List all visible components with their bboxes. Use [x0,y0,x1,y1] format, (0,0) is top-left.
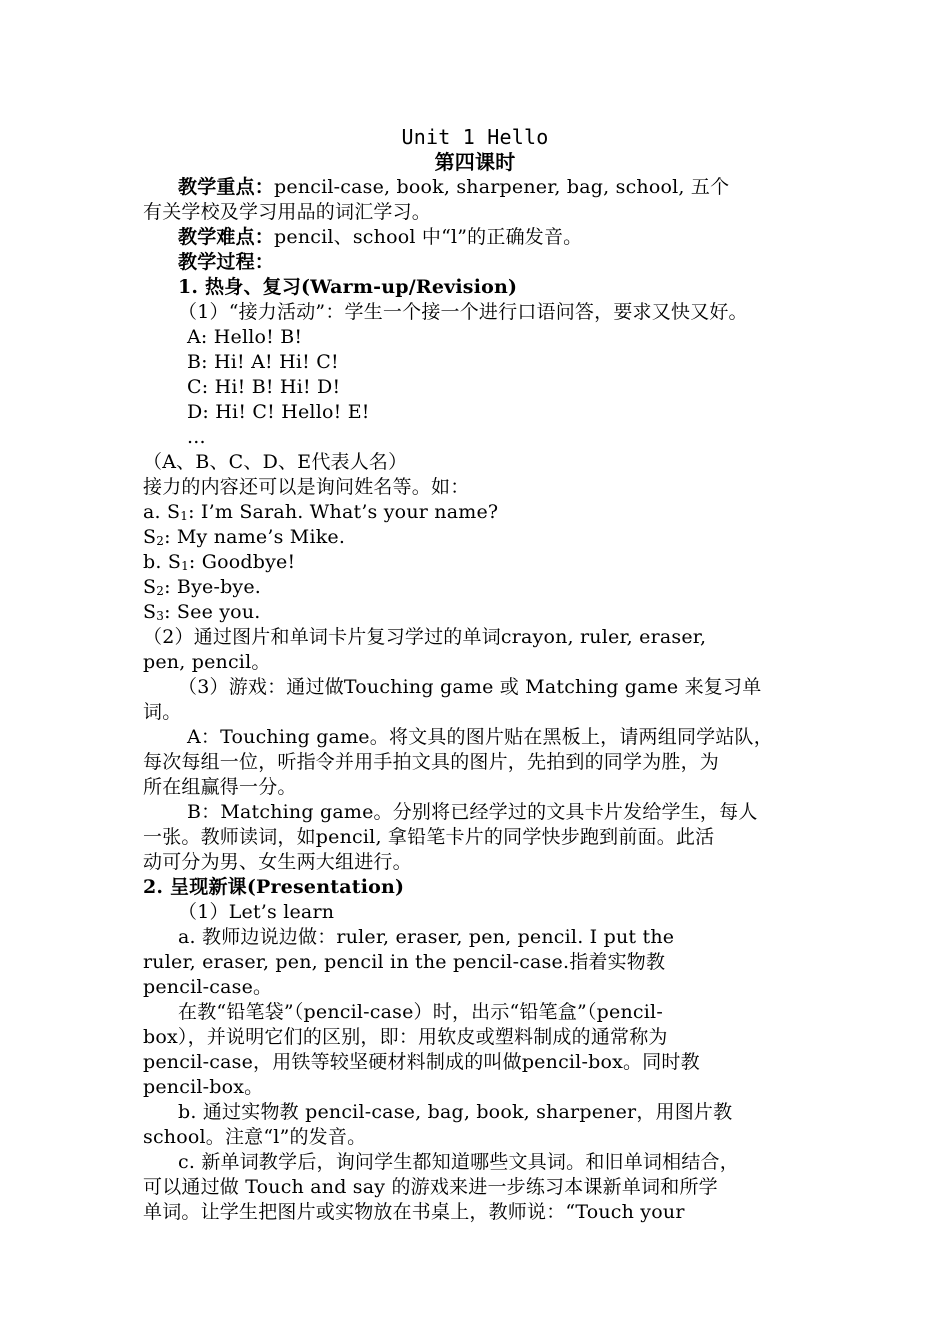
key-points-label: 教学重点： [178,176,275,198]
pencil-box-paragraph: box），并说明它们的区别，即：用软皮或塑料制成的通常称为 [143,1026,668,1048]
touching-paragraph: A：Touching game。将文具的图片贴在黑板上，请两组同学站队， [187,726,773,748]
process-label: 教学过程： [178,251,275,273]
matching-paragraph: B：Matching game。分别将已经学过的文具卡片发给学生，每人 [187,801,758,823]
relay-more: 接力的内容还可以是询问姓名等。如： [143,476,470,498]
step-b-paragraph: school。注意“l”的发音。 [143,1126,367,1148]
dialog-line: B: Hi! A! Hi! C! [187,351,339,373]
relay-intro: （1）“接力活动”：学生一个接一个进行口语问答，要求又快又好。 [178,301,748,323]
step-b-paragraph: b. 通过实物教 pencil-case, bag, book, sharpener，用图片教 [178,1101,733,1123]
example-line [143,575,261,599]
dialog-line: A: Hello! B! [187,326,303,348]
speaker-label: b. S [143,551,182,573]
speaker-index: 2 [156,584,165,598]
review-paragraph: pen, pencil。 [143,651,271,673]
example-line [143,600,261,624]
example-line [143,550,295,574]
section1-title: 1. 热身、复习(Warm-up/Revision) [178,276,518,298]
step-c-paragraph: c. 新单词教学后，询问学生都知道哪些文具词。和旧单词相结合， [178,1151,739,1173]
names-note: （A、B、C、D、E代表人名） [143,451,408,473]
speaker-label: S [143,601,157,623]
review-paragraph: （2）通过图片和单词卡片复习学过的单词crayon, ruler, eraser, [143,626,707,648]
speaker-label: S [143,526,157,548]
speech-text: : I’m Sarah. What’s your name? [188,501,499,523]
speaker-index: 1 [181,559,189,573]
speech-text: : Goodbye! [188,551,296,573]
matching-paragraph: 动可分为男、女生两大组进行。 [143,851,412,873]
dialog-line: D: Hi! C! Hello! E! [187,401,370,423]
section2-title: 2. 呈现新课(Presentation) [143,876,405,898]
step-c-paragraph: 单词。让学生把图片或实物放在书桌上，教师说：“Touch your [143,1201,685,1223]
pencil-box-paragraph: pencil-case，用铁等较坚硬材料制成的叫做pencil-box。同时教 [143,1051,700,1073]
example-line [143,500,498,524]
dialog-line: ... [187,426,206,448]
speech-text: : My name’s Mike. [164,526,346,548]
touching-paragraph: 每次每组一位，听指令并用手拍文具的图片，先拍到的同学为胜，为 [143,751,720,773]
difficulty-label: 教学难点： [178,226,275,248]
step-a-paragraph: a. 教师边说边做：ruler, eraser, pen, pencil. I put the [178,926,675,948]
step-a-paragraph: ruler, eraser, pen, pencil in the pencil-case.指着实物教 [143,951,666,973]
step-c-paragraph: 可以通过做 Touch and say 的游戏来进一步练习本课新单词和所学 [143,1176,718,1198]
lets-learn-heading: （1）Let’s learn [178,901,335,923]
speaker-index: 1 [180,509,189,523]
step-a-paragraph: pencil-case。 [143,976,273,998]
difficulty-line [178,225,582,249]
speaker-index: 2 [156,534,165,548]
game-paragraph: 词。 [143,701,182,723]
speech-text: : See you. [164,601,261,623]
speech-text: : Bye-bye. [164,576,262,598]
example-line [143,525,345,549]
page-subtitle: 第四课时 [434,150,516,174]
dialog-line: C: Hi! B! Hi! D! [187,376,341,398]
speaker-label: S [143,576,157,598]
difficulty-text: pencil、school 中“l”的正确发音。 [274,226,583,248]
page-title: Unit 1 Hello [401,125,549,149]
key-points-text-cont: 有关学校及学习用品的词汇学习。 [143,201,432,223]
game-paragraph: （3）游戏：通过做Touching game 或 Matching game 来复习单 [178,676,762,698]
matching-paragraph: 一张。教师读词，如pencil, 拿铅笔卡片的同学快步跑到前面。此活 [143,826,715,848]
pencil-box-paragraph: 在教“铅笔袋”（pencil-case）时，出示“铅笔盒”（pencil- [178,1001,663,1023]
pencil-box-paragraph: pencil-box。 [143,1076,264,1098]
key-points-line [178,175,729,199]
touching-paragraph: 所在组赢得一分。 [143,776,297,798]
speaker-index: 3 [156,609,165,623]
speaker-label: a. S [143,501,181,523]
key-points-text: pencil-case, book, sharpener, bag, school, 五个 [274,176,730,198]
